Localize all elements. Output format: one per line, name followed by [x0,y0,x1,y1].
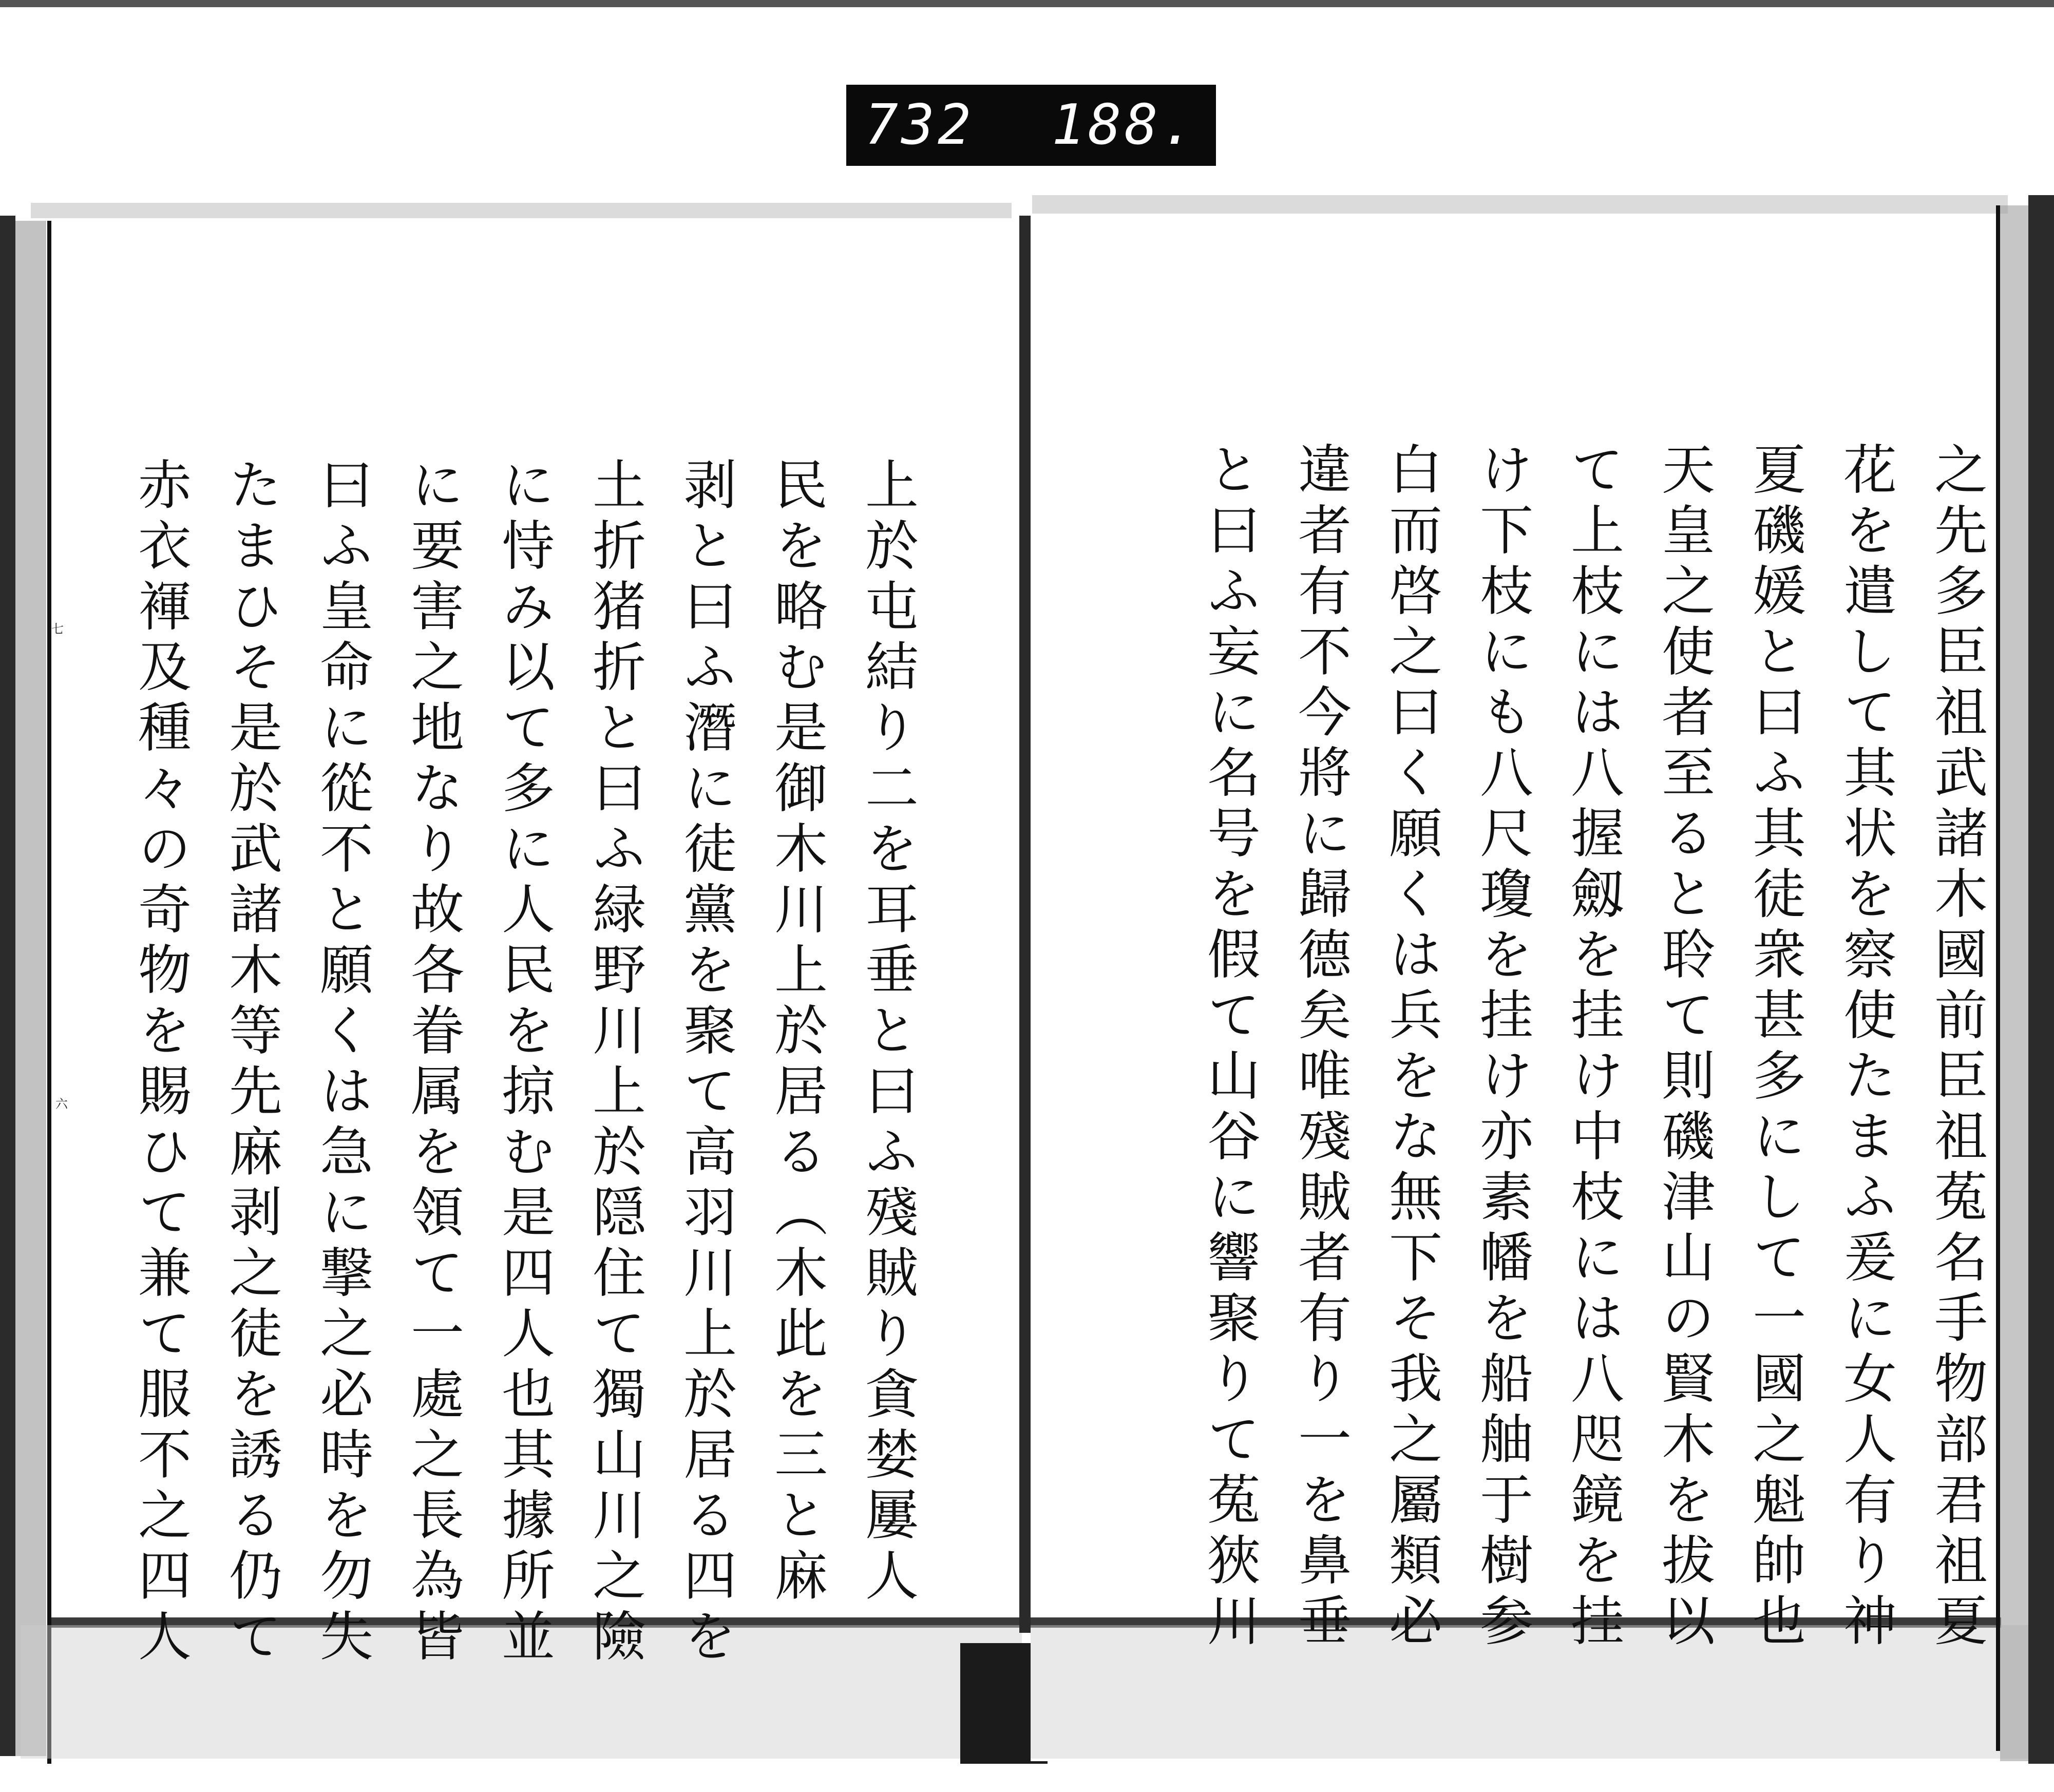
left-page-column-1: 上於屯結り二を耳垂と曰ふ殘賊り貪婪屢人 [856,457,919,1608]
right-page-column-1: 之先多臣祖武諸木國前臣祖菟名手物部君祖夏 [1925,442,1988,1653]
right-page-column-5: て上枝には八握劔を挂け中枝には八咫鏡を挂 [1562,442,1624,1653]
right-page-column-7: 白而啓之曰く願くは兵をな無下そ我之屬類必 [1380,442,1442,1653]
left-page-column-9: 赤衣褌及種々の奇物を賜ひて兼て服不之四人 [129,457,192,1669]
left-page-column-6: に要害之地なり故各眷属を領て一處之長為皆 [402,457,464,1669]
left-page-column-5: に恃み以て多に人民を掠む是四人也其據所並 [492,457,555,1669]
left-page-column-3: 剥と曰ふ潛に徒黨を聚て高羽川上於居る四を [674,457,737,1669]
right-page-column-6: け下枝にも八尺瓊を挂け亦素幡を船舳于樹参 [1471,442,1533,1653]
margin-numeral-six: 六 [55,1097,68,1111]
label-right-number: 188. [1051,93,1197,157]
right-page-column-9: と曰ふ妄に名号を假て山谷に響聚りて菟狹川 [1198,442,1261,1653]
right-page-column-3: 夏磯媛と曰ふ其徒衆甚多にして一國之魁帥也 [1743,442,1806,1653]
right-page-column-8: 違者有不今將に歸德矣唯殘賊者有り一を鼻垂 [1289,442,1352,1653]
label-left-number: 732 [865,93,975,157]
right-page-column-2: 花を遣して其状を察使たまふ爰に女人有り神 [1834,442,1897,1653]
left-page-column-2: 民を略む是御木川上於居る（木此を三と麻 [765,457,828,1608]
right-page-column-4: 天皇之使者至ると聆て則磯津山の賢木を拔以 [1652,442,1715,1653]
margin-numeral-seven: 七 [51,622,64,636]
left-page-column-7: 曰ふ皇命に從不と願くは急に撃之必時を勿失 [311,457,373,1669]
accession-label [846,85,1216,166]
left-page-column-8: たまひそ是於武諸木等先麻剥之徒を誘る仍て [220,457,282,1669]
left-page-column-4: 土折猪折と曰ふ緑野川上於隠住て獨山川之險 [583,457,646,1669]
